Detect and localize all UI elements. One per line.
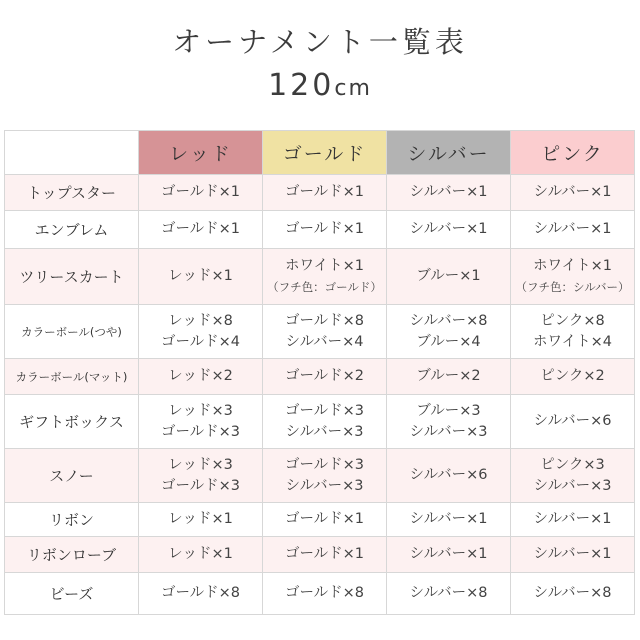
cell-line: シルバー×4 bbox=[285, 333, 364, 350]
cell-line: ゴールド×4 bbox=[160, 333, 241, 350]
table-cell bbox=[511, 249, 635, 305]
cell-line: シルバー×8 bbox=[409, 312, 488, 329]
size-unit: cm bbox=[334, 76, 372, 101]
cell-line: ゴールド×1 bbox=[284, 511, 365, 527]
cell-line: ゴールド×3 bbox=[284, 456, 365, 473]
cell-line: レッド×1 bbox=[168, 546, 233, 562]
table-cell bbox=[511, 503, 635, 537]
table-row bbox=[5, 503, 635, 537]
cell-line: シルバー×8 bbox=[409, 585, 488, 601]
cell-line: シルバー×3 bbox=[409, 423, 488, 440]
table-body bbox=[5, 175, 635, 615]
cell-line: シルバー×1 bbox=[533, 221, 612, 237]
cell-line: シルバー×8 bbox=[533, 585, 612, 601]
cell-line: レッド×2 bbox=[168, 368, 233, 384]
cell-line: ホワイト×1 bbox=[285, 257, 364, 274]
row-label: カラーボール(マット) bbox=[5, 359, 139, 395]
table-cell bbox=[387, 573, 511, 615]
table-cell bbox=[387, 175, 511, 211]
cell-line: シルバー×1 bbox=[409, 546, 488, 562]
cell-line: ゴールド×2 bbox=[284, 368, 365, 384]
row-label: スノー bbox=[5, 449, 139, 503]
table-cell bbox=[511, 175, 635, 211]
table-row bbox=[5, 211, 635, 249]
page-title: オーナメント一覧表 bbox=[172, 25, 468, 59]
table-cell bbox=[387, 249, 511, 305]
column-header-red: レッド bbox=[139, 131, 263, 175]
cell-line: シルバー×6 bbox=[409, 467, 488, 483]
cell-line: シルバー×1 bbox=[533, 546, 612, 562]
cell-line: ゴールド×1 bbox=[284, 221, 365, 237]
table-cell bbox=[387, 395, 511, 449]
table-cell bbox=[511, 537, 635, 573]
cell-line: ホワイト×1 bbox=[533, 257, 612, 274]
table-row bbox=[5, 395, 635, 449]
cell-line: ゴールド×8 bbox=[160, 585, 241, 601]
cell-line: シルバー×1 bbox=[533, 511, 612, 527]
column-header-pink: ピンク bbox=[511, 131, 635, 175]
cell-line: レッド×3 bbox=[168, 456, 233, 473]
cell-line: ゴールド×3 bbox=[160, 423, 241, 440]
cell-line: ホワイト×4 bbox=[533, 333, 612, 350]
table-cell bbox=[511, 359, 635, 395]
cell-line: シルバー×1 bbox=[409, 511, 488, 527]
table-cell bbox=[139, 305, 263, 359]
table-cell bbox=[511, 211, 635, 249]
cell-line: ピンク×2 bbox=[540, 368, 605, 384]
table-row bbox=[5, 305, 635, 359]
table-cell bbox=[263, 249, 387, 305]
table-row bbox=[5, 537, 635, 573]
cell-line: ブルー×3 bbox=[416, 402, 481, 419]
table-row bbox=[5, 449, 635, 503]
table-cell bbox=[139, 175, 263, 211]
cell-line: ゴールド×1 bbox=[160, 221, 241, 237]
row-label: リボン bbox=[5, 503, 139, 537]
table-cell bbox=[511, 395, 635, 449]
table-cell bbox=[263, 573, 387, 615]
cell-line: （フチ色：シルバー） bbox=[515, 279, 630, 294]
table-cell bbox=[387, 305, 511, 359]
row-label: リボンローブ bbox=[5, 537, 139, 573]
row-label: カラーボール(つや) bbox=[5, 305, 139, 359]
table-cell bbox=[139, 211, 263, 249]
table-cell bbox=[387, 211, 511, 249]
table-cell bbox=[263, 175, 387, 211]
table-corner bbox=[5, 131, 139, 175]
table-cell bbox=[139, 537, 263, 573]
size-value: 120 bbox=[268, 68, 335, 103]
table-cell bbox=[387, 503, 511, 537]
row-label: ギフトボックス bbox=[5, 395, 139, 449]
row-label: ビーズ bbox=[5, 573, 139, 615]
cell-line: レッド×8 bbox=[168, 312, 233, 329]
cell-line: ゴールド×3 bbox=[160, 477, 241, 494]
table-row bbox=[5, 359, 635, 395]
cell-line: ピンク×8 bbox=[540, 312, 605, 329]
cell-line: シルバー×6 bbox=[533, 413, 612, 429]
cell-line: シルバー×3 bbox=[285, 477, 364, 494]
table-cell bbox=[387, 359, 511, 395]
table-cell bbox=[511, 573, 635, 615]
row-label: ツリースカート bbox=[5, 249, 139, 305]
table-cell bbox=[263, 359, 387, 395]
cell-line: シルバー×3 bbox=[285, 423, 364, 440]
cell-line: （フチ色：ゴールド） bbox=[267, 279, 382, 294]
cell-line: ゴールド×8 bbox=[284, 312, 365, 329]
table-cell bbox=[511, 305, 635, 359]
cell-line: シルバー×1 bbox=[533, 184, 612, 200]
table-cell bbox=[263, 503, 387, 537]
cell-line: ブルー×1 bbox=[416, 268, 481, 284]
cell-line: シルバー×3 bbox=[533, 477, 612, 494]
cell-line: レッド×1 bbox=[168, 268, 233, 284]
cell-line: レッド×3 bbox=[168, 402, 233, 419]
table-cell bbox=[263, 395, 387, 449]
column-header-gold: ゴールド bbox=[263, 131, 387, 175]
column-header-silver: シルバー bbox=[387, 131, 511, 175]
cell-line: ゴールド×1 bbox=[284, 184, 365, 200]
table-cell bbox=[139, 359, 263, 395]
cell-line: ゴールド×3 bbox=[284, 402, 365, 419]
cell-line: ブルー×4 bbox=[416, 333, 481, 350]
cell-line: ゴールド×8 bbox=[284, 585, 365, 601]
cell-line: ゴールド×1 bbox=[160, 184, 241, 200]
table-cell bbox=[263, 211, 387, 249]
table-cell bbox=[387, 537, 511, 573]
ornament-table bbox=[4, 130, 635, 615]
cell-line: ゴールド×1 bbox=[284, 546, 365, 562]
table-cell bbox=[511, 449, 635, 503]
table-cell bbox=[139, 395, 263, 449]
table-cell bbox=[139, 449, 263, 503]
table-row bbox=[5, 249, 635, 305]
cell-line: レッド×1 bbox=[168, 511, 233, 527]
table-cell bbox=[139, 249, 263, 305]
row-label: エンブレム bbox=[5, 211, 139, 249]
cell-line: ブルー×2 bbox=[416, 368, 481, 384]
table-cell bbox=[263, 537, 387, 573]
table-row bbox=[5, 175, 635, 211]
size-label bbox=[0, 68, 640, 103]
table-cell bbox=[139, 503, 263, 537]
table-cell bbox=[139, 573, 263, 615]
cell-line: ピンク×3 bbox=[540, 456, 605, 473]
cell-line: シルバー×1 bbox=[409, 184, 488, 200]
table-cell bbox=[387, 449, 511, 503]
cell-line: シルバー×1 bbox=[409, 221, 488, 237]
table-cell bbox=[263, 449, 387, 503]
table-cell bbox=[263, 305, 387, 359]
table-row bbox=[5, 573, 635, 615]
row-label: トップスター bbox=[5, 175, 139, 211]
